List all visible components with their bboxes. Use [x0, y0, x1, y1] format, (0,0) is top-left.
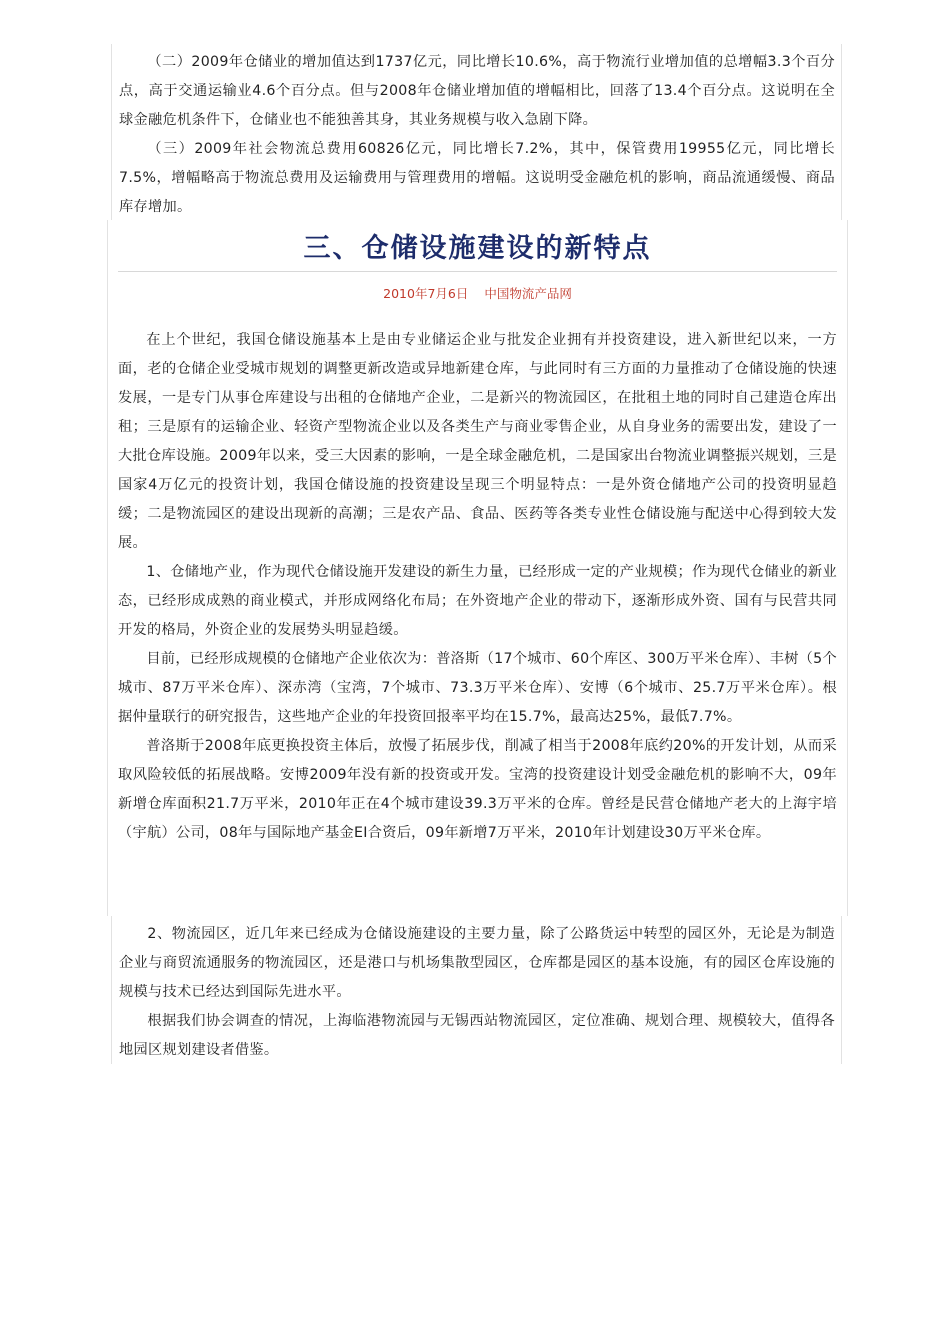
article-title: 三、仓储设施建设的新特点 [303, 233, 652, 264]
article-date: 2010年7月6日 [383, 286, 469, 301]
article-source[interactable]: 中国物流产品网 [484, 286, 572, 301]
report-excerpt-top [111, 44, 842, 220]
paragraph-survey: 根据我们协会调查的情况，上海临港物流园与无锡西站物流园区，定位准确、规划合理、规模较大，值得各地园区规划建设者借鉴。 [119, 1013, 835, 1058]
paragraph-prologis: 普洛斯于2008年底更换投资主体后，放慢了拓展步伐，削减了相当于2008年底约20%的开发计划，从而采取风险较低的拓展战略。安博2009年没有新的投资或开发。宝湾的投资建设计划受金融危机的影响不大，09年新增仓库面积21.7万平米，2010年正在4个城市建设39.3万平米的仓库。曾经是民营仓储地产老大的上海宇培（宇航）公司，08年与国际地产基金EI合资后，09年新增7万平米，2010年计划建设30万平米仓库。 [118, 738, 837, 841]
report-excerpt-bottom [111, 916, 842, 1064]
article-section [107, 220, 848, 916]
paragraph-logistics-parks: 2、物流园区，近几年来已经成为仓储设施建设的主要力量，除了公路货运中转型的园区外，无论是为制造企业与商贸流通服务的物流园区，还是港口与机场集散型园区，仓库都是园区的基本设施，有的园区仓库设施的规模与技术已经达到国际先进水平。 [119, 926, 835, 1000]
paragraph-warehouse-real-estate: 1、仓储地产业，作为现代仓储设施开发建设的新生力量，已经形成一定的产业规模；作为现代仓储业的新业态，已经形成成熟的商业模式，并形成网络化布局；在外资地产企业的带动下，逐渐形成外资、国有与民营共同开发的格局，外资企业的发展势头明显趋缓。 [118, 564, 837, 638]
paragraph-companies: 目前，已经形成规模的仓储地产企业依次为：普洛斯（17个城市、60个库区、300万平米仓库）、丰树（5个城市、87万平米仓库）、深赤湾（宝湾，7个城市、73.3万平米仓库）、安博（6个城市、25.7万平米仓库）。根据仲量联行的研究报告，这些地产企业的年投资回报率平均在15.7%，最高达25%，最低7.7%。 [118, 651, 837, 725]
paragraph-logistics-cost: （三）2009年社会物流总费用60826亿元，同比增长7.2%，其中，保管费用19955亿元，同比增长7.5%，增幅略高于物流总费用及运输费用与管理费用的增幅。这说明受金融危机的影响，商品流通缓慢、商品库存增加。 [119, 141, 835, 215]
paragraph-value-added: （二）2009年仓储业的增加值达到1737亿元，同比增长10.6%，高于物流行业增加值的总增幅3.3个百分点，高于交通运输业4.6个百分点。但与2008年仓储业增加值的增幅相比，回落了13.4个百分点。这说明在全球金融危机条件下，仓储业也不能独善其身，其业务规模与收入急剧下降。 [119, 54, 835, 128]
title-divider [118, 271, 837, 272]
article-meta [118, 284, 837, 304]
paragraph-intro: 在上个世纪，我国仓储设施基本上是由专业储运企业与批发企业拥有并投资建设，进入新世纪以来，一方面，老的仓储企业受城市规划的调整更新改造或异地新建仓库，与此同时有三方面的力量推动了仓储设施的快速发展，一是专门从事仓库建设与出租的仓储地产企业，二是新兴的物流园区，在批租土地的同时自己建造仓库出租；三是原有的运输企业、轻资产型物流企业以及各类生产与商业零售企业，从自身业务的需要出发，建设了一大批仓库设施。2009年以来，受三大因素的影响，一是全球金融危机，二是国家出台物流业调整振兴规划，三是国家4万亿元的投资计划，我国仓储设施的投资建设呈现三个明显特点：一是外资仓储地产公司的投资明显趋缓；二是物流园区的建设出现新的高潮；三是农产品、食品、医药等各类专业性仓储设施与配送中心得到较大发展。 [118, 332, 837, 551]
